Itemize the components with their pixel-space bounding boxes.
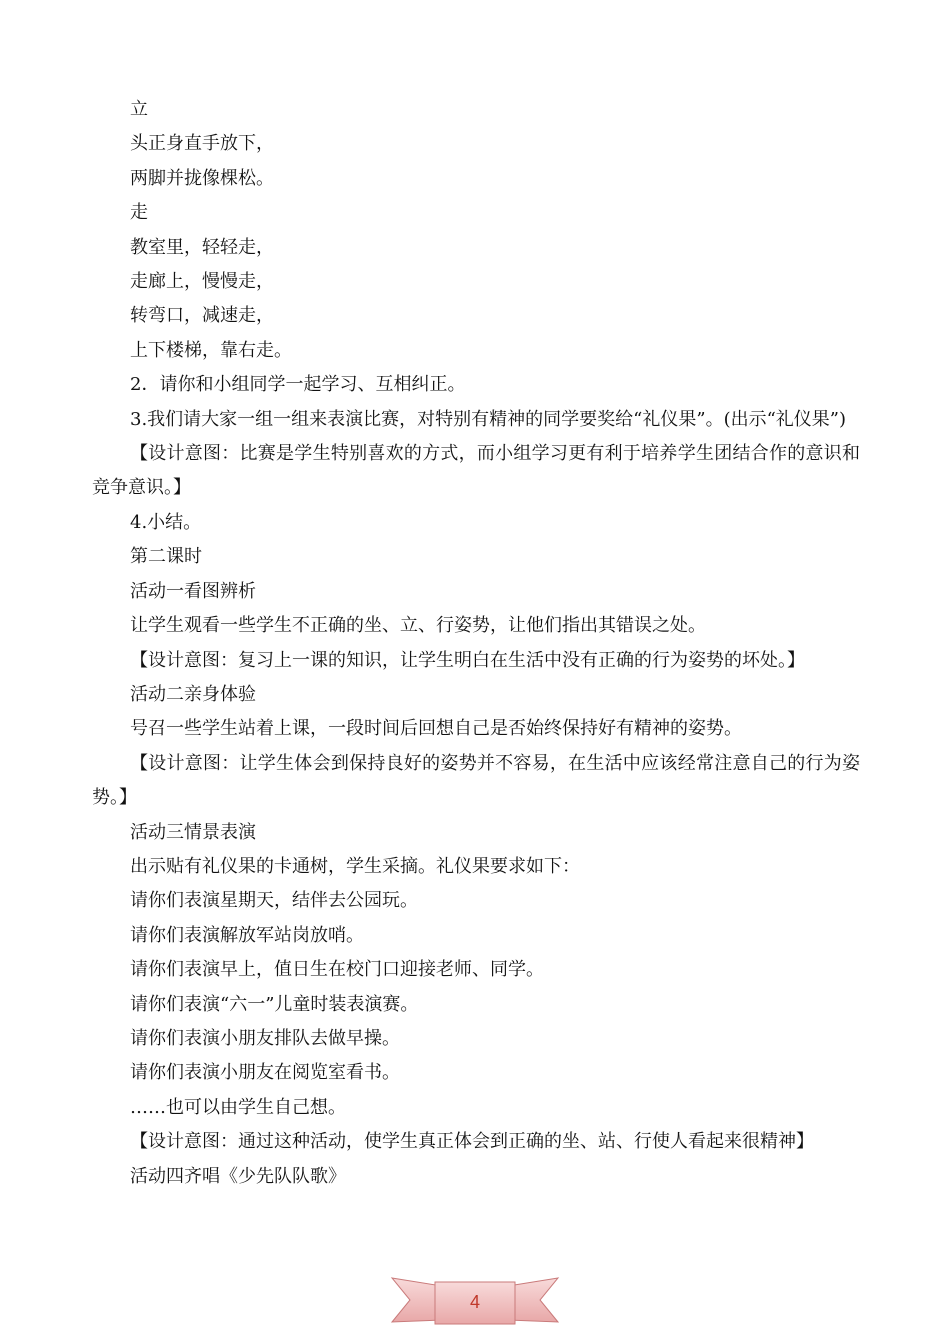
text-line: 2．请你和小组同学一起学习、互相纠正。 xyxy=(130,374,466,396)
page-number: 4 xyxy=(469,1292,480,1312)
activity-heading: 活动一看图辨析 xyxy=(130,580,256,602)
design-intent-paragraph: 【设计意图：复习上一课的知识，让学生明白在生活中没有正确的行为姿势的坏处。】 xyxy=(130,649,805,671)
text-line: 两脚并拢像棵松。 xyxy=(130,167,274,189)
text-line: 出示贴有礼仪果的卡通树，学生采摘。礼仪果要求如下： xyxy=(130,855,580,877)
text-line: 上下楼梯，靠右走。 xyxy=(130,339,292,361)
design-intent-paragraph: 【设计意图：比赛是学生特别喜欢的方式，而小组学习更有利于培养学生团结合作的意识和竞争意识。】 xyxy=(92,443,860,499)
text-line: ……也可以由学生自己想。 xyxy=(130,1096,346,1118)
text-line: 请你们表演小朋友排队去做早操。 xyxy=(130,1027,400,1049)
design-intent-paragraph: 【设计意图：让学生体会到保持良好的姿势并不容易，在生活中应该经常注意自己的行为姿势。】 xyxy=(92,752,860,809)
text-line: 请你们表演解放军站岗放哨。 xyxy=(130,924,364,946)
text-paragraph: 3.我们请大家一组一组来表演比赛，对特别有精神的同学要奖给“礼仪果”。(出示“礼仪果”) xyxy=(130,408,847,430)
text-line: 请你们表演星期天，结伴去公园玩。 xyxy=(130,890,418,912)
text-line: 请你们表演“六一”儿童时装表演赛。 xyxy=(130,993,419,1015)
page-footer xyxy=(390,1270,560,1330)
text-line: 头正身直手放下， xyxy=(130,133,274,155)
text-line: 请你们表演早上，值日生在校门口迎接老师、同学。 xyxy=(130,959,544,981)
text-line: 走 xyxy=(130,202,148,224)
text-line: 4.小结。 xyxy=(130,511,202,533)
section-heading: 第二课时 xyxy=(130,546,202,568)
activity-heading: 活动三情景表演 xyxy=(130,821,256,843)
document-body xyxy=(92,93,860,1194)
activity-heading: 活动四齐唱《少先队队歌》 xyxy=(130,1165,346,1187)
text-line: 请你们表演小朋友在阅览室看书。 xyxy=(130,1062,400,1084)
text-line: 转弯口，减速走， xyxy=(130,305,274,327)
text-line: 立 xyxy=(130,99,148,120)
text-line: 走廊上，慢慢走， xyxy=(130,271,274,293)
text-line: 让学生观看一些学生不正确的坐、立、行姿势，让他们指出其错误之处。 xyxy=(130,615,706,637)
text-line: 号召一些学生站着上课，一段时间后回想自己是否始终保持好有精神的姿势。 xyxy=(130,718,742,740)
design-intent-paragraph: 【设计意图：通过这种活动，使学生真正体会到正确的坐、站、行使人看起来很精神】 xyxy=(130,1131,814,1153)
activity-heading: 活动二亲身体验 xyxy=(130,683,256,705)
text-line: 教室里，轻轻走， xyxy=(130,236,274,258)
